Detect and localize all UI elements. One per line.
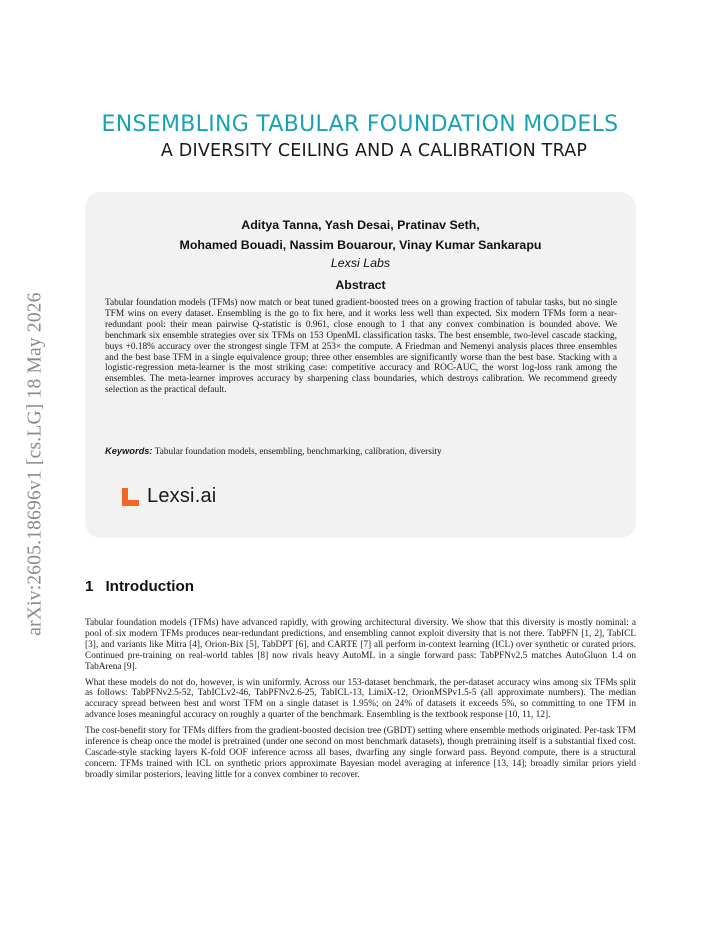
section-heading-introduction bbox=[85, 578, 194, 595]
paper-title: ENSEMBLING TABULAR FOUNDATION MODELS bbox=[101, 112, 619, 137]
keywords-text: Tabular foundation models, ensembling, benchmarking, calibration, diversity bbox=[154, 447, 442, 457]
body-paragraph: The cost-benefit story for TFMs differs from the gradient-boosted decision tree (GBDT) setting where ensemble methods originated. Per-task TFM inference is cheap once the model is pretrained (under one second on most benchmark datasets), though pretraining itself is a substantial fixed cost. Cascade-style stacking layers K-fold OOF inference across all bases, dwarfing any single forward pass. Beyond compute, there is a structural concern. TFMs trained with ICL on synthetic priors approximate Bayesian model averaging at inference [13, 14]; broadly similar priors yield broadly similar posteriors, leaving little for a convex combiner to recover. bbox=[85, 726, 636, 780]
lexsi-logo bbox=[121, 485, 216, 508]
author-line-1: Aditya Tanna, Yash Desai, Pratinav Seth, bbox=[241, 218, 480, 232]
paper-subtitle: A DIVERSITY CEILING AND A CALIBRATION TRAP bbox=[160, 141, 588, 161]
keywords bbox=[105, 446, 617, 458]
author-list bbox=[85, 215, 636, 255]
paper-title-block bbox=[0, 112, 720, 161]
keywords-label: Keywords: bbox=[105, 446, 153, 456]
affiliation: Lexsi Labs bbox=[330, 256, 391, 270]
arxiv-identifier bbox=[16, 254, 56, 674]
introduction-body bbox=[85, 618, 636, 786]
author-line-2: Mohamed Bouadi, Nassim Bouarour, Vinay Kumar Sankarapu bbox=[179, 238, 542, 252]
section-number: 1 bbox=[85, 578, 94, 595]
abstract-heading: Abstract bbox=[335, 278, 386, 292]
body-paragraph: Tabular foundation models (TFMs) have advanced rapidly, with growing architectural diversity. We show that this diversity is mostly nominal: a pool of six modern TFMs produces near-redundant predictions, and ensembling cannot exploit diversity that is not there. TabPFN [1, 2], TabICL [3], and variants like Mitra [4], Orion-Bix [5], TabDPT [6], and CARTE [7] all perform in-context learning (ICL) over synthetic or curated priors. Continued pre-training on real-world tables [8] now rivals heavy AutoML in a single forward pass: TabPFNv2.5 matches AutoGluon 1.4 on TabArena [9]. bbox=[85, 618, 636, 672]
section-title: Introduction bbox=[105, 578, 195, 595]
abstract-card bbox=[85, 192, 636, 538]
lexsi-logo-text: Lexsi.ai bbox=[147, 485, 217, 507]
abstract-body: Tabular foundation models (TFMs) now match or beat tuned gradient-boosted trees on a growing fraction of tabular tasks, but no single TFM wins on every dataset. Ensembling is the go to fix here, and it works less well than expected. Six modern TFMs form a near-redundant pool: their mean pairwise Q-statistic is 0.961, close enough to 1 that any convex combination is bounded above. We benchmark six ensemble strategies over six TFMs on 153 OpenML classification tasks. The best ensemble, two-level cascade stacking, buys +0.18% accuracy over the strongest single TFM at 253× the compute. A Friedman and Nemenyi analysis places three ensembles and the best base TFM in a single equivalence group; three other ensembles are significantly worse than the best base. Stacking with a logistic-regression meta-learner is the most striking case: competitive accuracy and ROC-AUC, the worst log-loss rank among the ensembles. The meta-learner improves accuracy by sharpening class boundaries, which destroys calibration. We recommend greedy selection as the practical default. bbox=[105, 298, 617, 396]
arxiv-identifier-text: arXiv:2605.18696v1 [cs.LG] 18 May 2026 bbox=[25, 292, 47, 636]
lexsi-logo-icon bbox=[121, 486, 141, 508]
body-paragraph: What these models do not do, however, is win uniformly. Across our 153-dataset benchmark, the per-dataset accuracy wins among six TFMs split as follows: TabPFNv2.5-52, TabICLv2-46, TabPFNv2.6-25, TabICL-13, LimiX-12, OrionMSPv1.5-5 (all approximate numbers). The median accuracy spread between best and worst TFM on a single dataset is 1.95%; on 24% of datasets it exceeds 5%, so committing to one TFM in advance loses meaningful accuracy on roughly a quarter of the benchmark. Ensembling is the textbook response [10, 11, 12]. bbox=[85, 677, 636, 721]
